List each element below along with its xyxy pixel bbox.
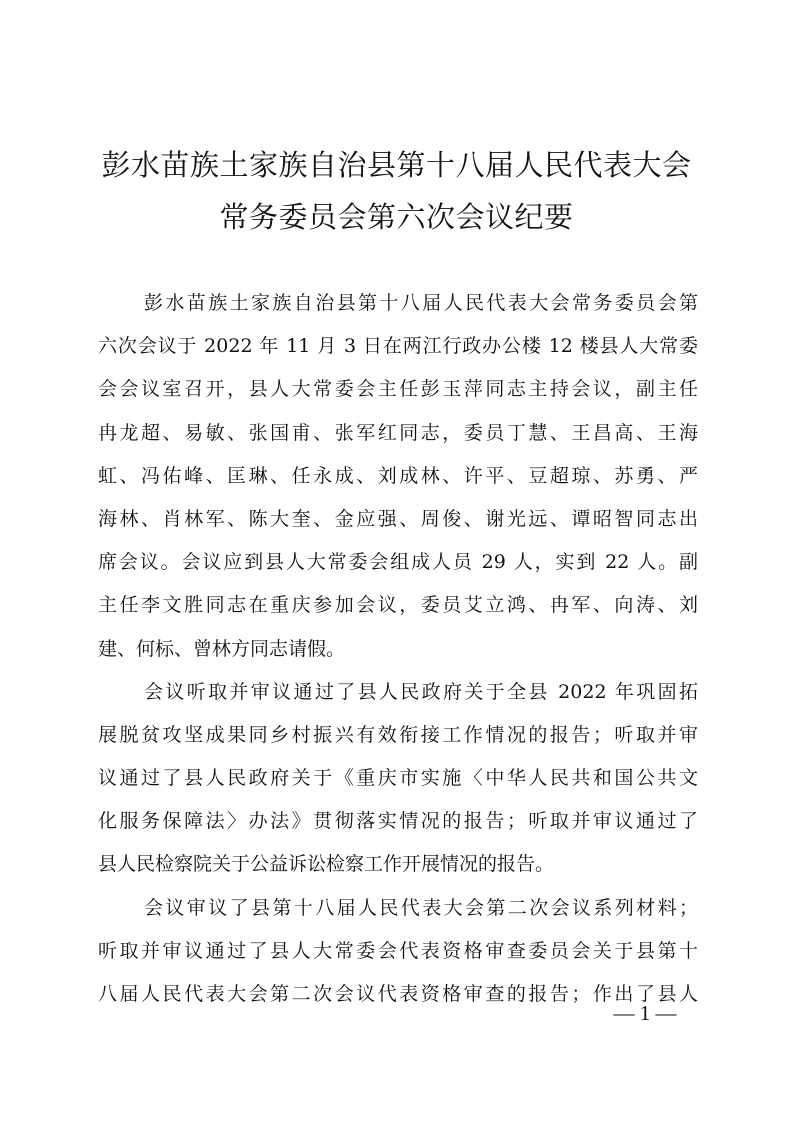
paragraph-1-line-7: 席会议。会议应到县人大常委会组成人员 29 人，实到 22 人。副 — [98, 551, 698, 574]
paragraph-3-line-2: 听取并审议通过了县人大常委会代表资格审查委员会关于县第十 — [98, 939, 698, 962]
paragraph-2-line-2: 展脱贫攻坚成果同乡村振兴有效衔接工作情况的报告；听取并审 — [98, 723, 698, 746]
paragraph-1-line-1: 彭水苗族土家族自治县第十八届人民代表大会常务委员会第 — [144, 292, 698, 314]
document-body — [98, 282, 698, 1016]
paragraph-1-line-3: 会会议室召开，县人大常委会主任彭玉萍同志主持会议，副主任 — [98, 378, 698, 401]
paragraph-2-line-4: 化服务保障法〉办法》贯彻落实情况的报告；听取并审议通过了 — [98, 810, 698, 833]
paragraph-2-line-1: 会议听取并审议通过了县人民政府关于全县 2022 年巩固拓 — [144, 680, 698, 703]
paragraph-1-line-6: 海林、肖林军、陈大奎、金应强、周俊、谢光远、谭昭智同志出 — [98, 507, 698, 530]
document-title-line-2: 常务委员会第六次会议纪要 — [219, 200, 574, 234]
paragraph-1-line-9: 建、何标、曾林方同志请假。 — [98, 637, 346, 660]
document-title-line-1: 彭水苗族土家族自治县第十八届人民代表大会 — [101, 148, 692, 182]
paragraph-3-line-1: 会议审议了县第十八届人民代表大会第二次会议系列材料； — [144, 896, 698, 919]
paragraph-1-line-2: 六次会议于 2022 年 11 月 3 日在两江行政办公楼 12 楼县人大常委 — [98, 335, 698, 358]
paragraph-3-line-3: 八届人民代表大会第二次会议代表资格审查的报告；作出了县人 — [98, 983, 698, 1005]
paragraph-1-line-5: 虹、冯佑峰、匡琳、任永成、刘成林、许平、豆超琼、苏勇、严 — [98, 464, 698, 487]
paragraph-1-line-8: 主任李文胜同志在重庆参加会议，委员艾立鸿、冉军、向涛、刘 — [98, 594, 698, 617]
page-number: — 1 — — [613, 1001, 677, 1025]
paragraph-2-line-5: 县人民检察院关于公益诉讼检察工作开展情况的报告。 — [98, 853, 555, 876]
paragraph-1-line-4: 冉龙超、易敏、张国甫、张军红同志，委员丁慧、王昌高、王海 — [98, 421, 698, 444]
paragraph-2-line-3: 议通过了县人民政府关于《重庆市实施〈中华人民共和国公共文 — [98, 767, 698, 790]
